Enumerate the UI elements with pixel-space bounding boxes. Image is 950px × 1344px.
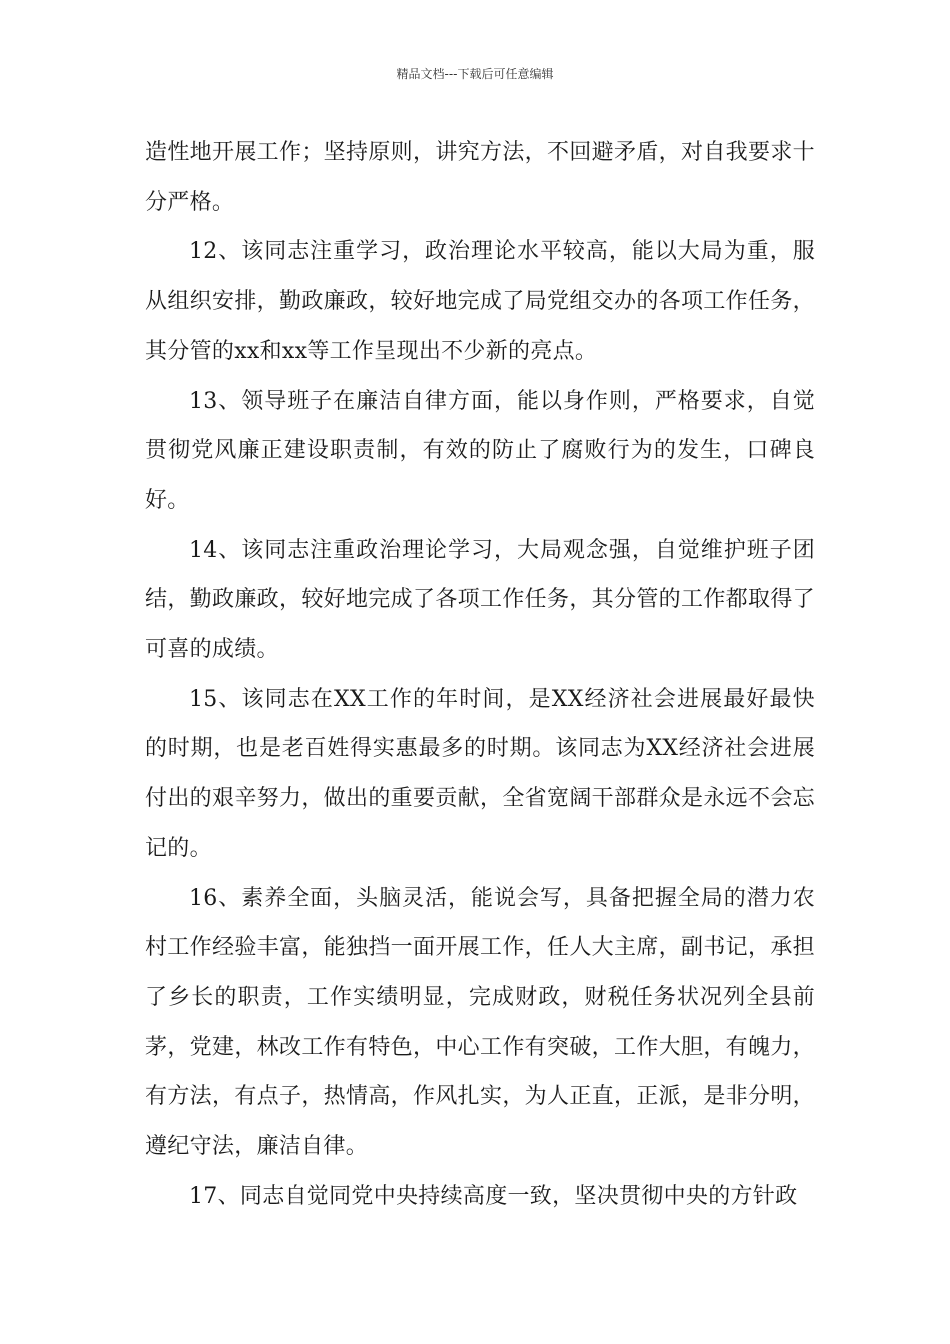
paragraph-continuation: 造性地开展工作；坚持原则，讲究方法，不回避矛盾，对自我要求十分严格。 <box>145 140 815 215</box>
page-header: 精品文档---下载后可任意编辑 <box>396 67 554 81</box>
paragraph-item-17: 17、同志自觉同党中央持续高度一致，坚决贯彻中央的方针政 <box>189 1183 798 1209</box>
paragraph-item-14: 14、该同志注重政治理论学习，大局观念强，自觉维护班子团结，勤政廉政，较好地完成了各项工作任务，其分管的工作都取得了可喜的成绩。 <box>145 537 815 663</box>
document-body <box>145 128 815 1221</box>
paragraph-item-13: 13、领导班子在廉洁自律方面，能以身作则，严格要求，自觉贯彻党风廉正建设职责制，有效的防止了腐败行为的发生，口碑良好。 <box>145 388 815 513</box>
paragraph-item-12: 12、该同志注重学习，政治理论水平较高，能以大局为重，服从组织安排，勤政廉政，较好地完成了局党组交办的各项工作任务，其分管的xx和xx等工作呈现出不少新的亮点。 <box>145 239 815 364</box>
paragraph-item-16: 16、素养全面，头脑灵活，能说会写，具备把握全局的潜力农村工作经验丰富，能独挡一面开展工作，任人大主席，副书记，承担了乡长的职责，工作实绩明显，完成财政，财税任务状况列全县前茅，党建，林改工作有特色，中心工作有突破，工作大胆，有魄力，有方法，有点子，热情高，作风扎实，为人正直，正派，是非分明，遵纪守法，廉洁自律。 <box>145 885 815 1160</box>
paragraph-item-15: 15、该同志在XX工作的年时间，是XX经济社会进展最好最快的时期，也是老百姓得实惠最多的时期。该同志为XX经济社会进展付出的艰辛努力，做出的重要贡献，全省宽阔干部群众是永远不会忘记的。 <box>145 686 815 861</box>
